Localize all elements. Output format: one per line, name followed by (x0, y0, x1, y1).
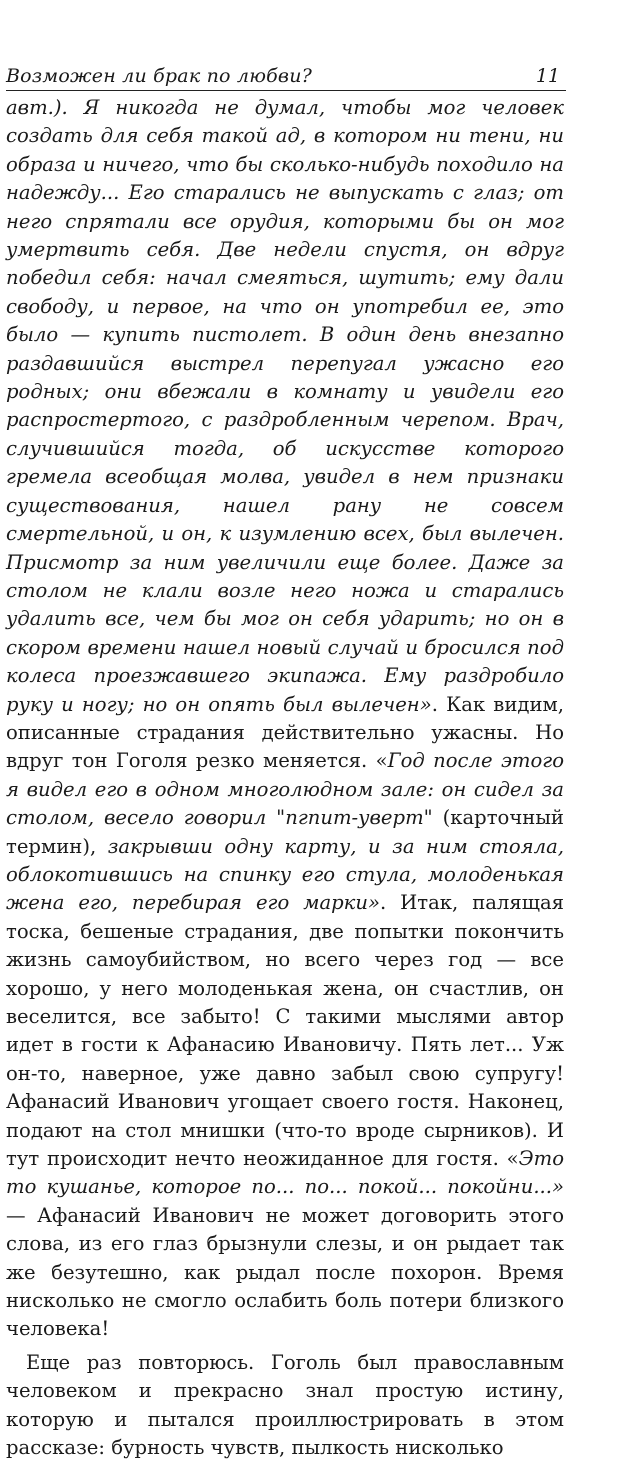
quoted-italic-text: авт.). Я никогда не думал, чтобы мог человек создать для себя такой ад, в котором ни тени, ни образа и ничего, что бы сколько-нибудь походило на надежду... Его старались не выпускать с глаз; от него спрятали все орудия, которыми бы он мог умертвить себя. Две недели спустя, он вдруг победил себя: начал смеяться, шутить; ему дали свободу, и первое, на что он употребил ее, это было — купить пистолет. В один день внезапно раздавшийся выстрел перепугал ужасно его родных; они вбежали в комнату и увидели его распростертого, с раздробленным черепом. Врач, случившийся тогда, об искусстве которого гремела всеобщая молва, увидел в нем признаки существования, нашел рану не совсем смертельной, и он, к изумлению всех, был вылечен. Присмотр за ним увеличили еще более. Даже за столом не клали возле него ножа и старались удалить все, чем бы мог он себя ударить; но он в скором времени нашел новый случай и бросился под колеса проезжавшего экипажа. Ему раздробило руку и ногу; но он опять был вылечен» (6, 96, 564, 716)
running-title: Возможен ли брак по любви? (6, 65, 313, 87)
body-text-segment: . Как видим, описанные страдания действительно ужасны. Но вдруг тон Гоголя резко меняется. « (6, 692, 564, 773)
running-head (6, 62, 566, 91)
paragraph: Еще раз повторюсь. Гоголь был православным человеком и прекрасно знал простую истину, которую и пытался проиллюстрировать в этом рассказе: бурность чувств, пылкость нисколько (6, 1350, 564, 1460)
body-text (6, 94, 564, 1463)
page-number: 11 (535, 65, 560, 87)
quoted-italic-text: Год после этого я видел его в одном многолюдном зале: он сидел за столом, весело говорил "пгпит-уверт" (6, 749, 564, 830)
quoted-italic-text: Это то кушанье, которое по... по... покой... покойни...» (6, 1147, 564, 1199)
quoted-italic-text: закрывши одну карту, и за ним стояла, облокотившись на спинку его стула, молоденькая жена его, перебирая его марки» (6, 834, 564, 915)
body-text-segment: . Итак, палящая тоска, бешеные страдания, две попытки покончить жизнь самоубийством, но всего через год — все хорошо, у него молоденькая жена, он счастлив, он веселится, все забыто! С такими мыслями автор идет в гости к Афанасию Ивановичу. Пять лет... Уж он-то, наверное, уже давно забыл свою супругу! Афанасий Иванович угощает своего гостя. Наконец, подают на стол мнишки (что-то вроде сырников). И тут происходит нечто неожиданное для гостя. « (6, 891, 565, 1171)
body-text-segment: — Афанасий Иванович не может договорить этого слова, из его глаз брызнули слезы, и он рыдает так же безутешно, как рыдал после похорон. Время нисколько не смогло ослабить боль потери близкого человека! (6, 1203, 564, 1341)
body-text-segment: (карточный термин), (6, 806, 564, 858)
paragraph (6, 94, 564, 1344)
